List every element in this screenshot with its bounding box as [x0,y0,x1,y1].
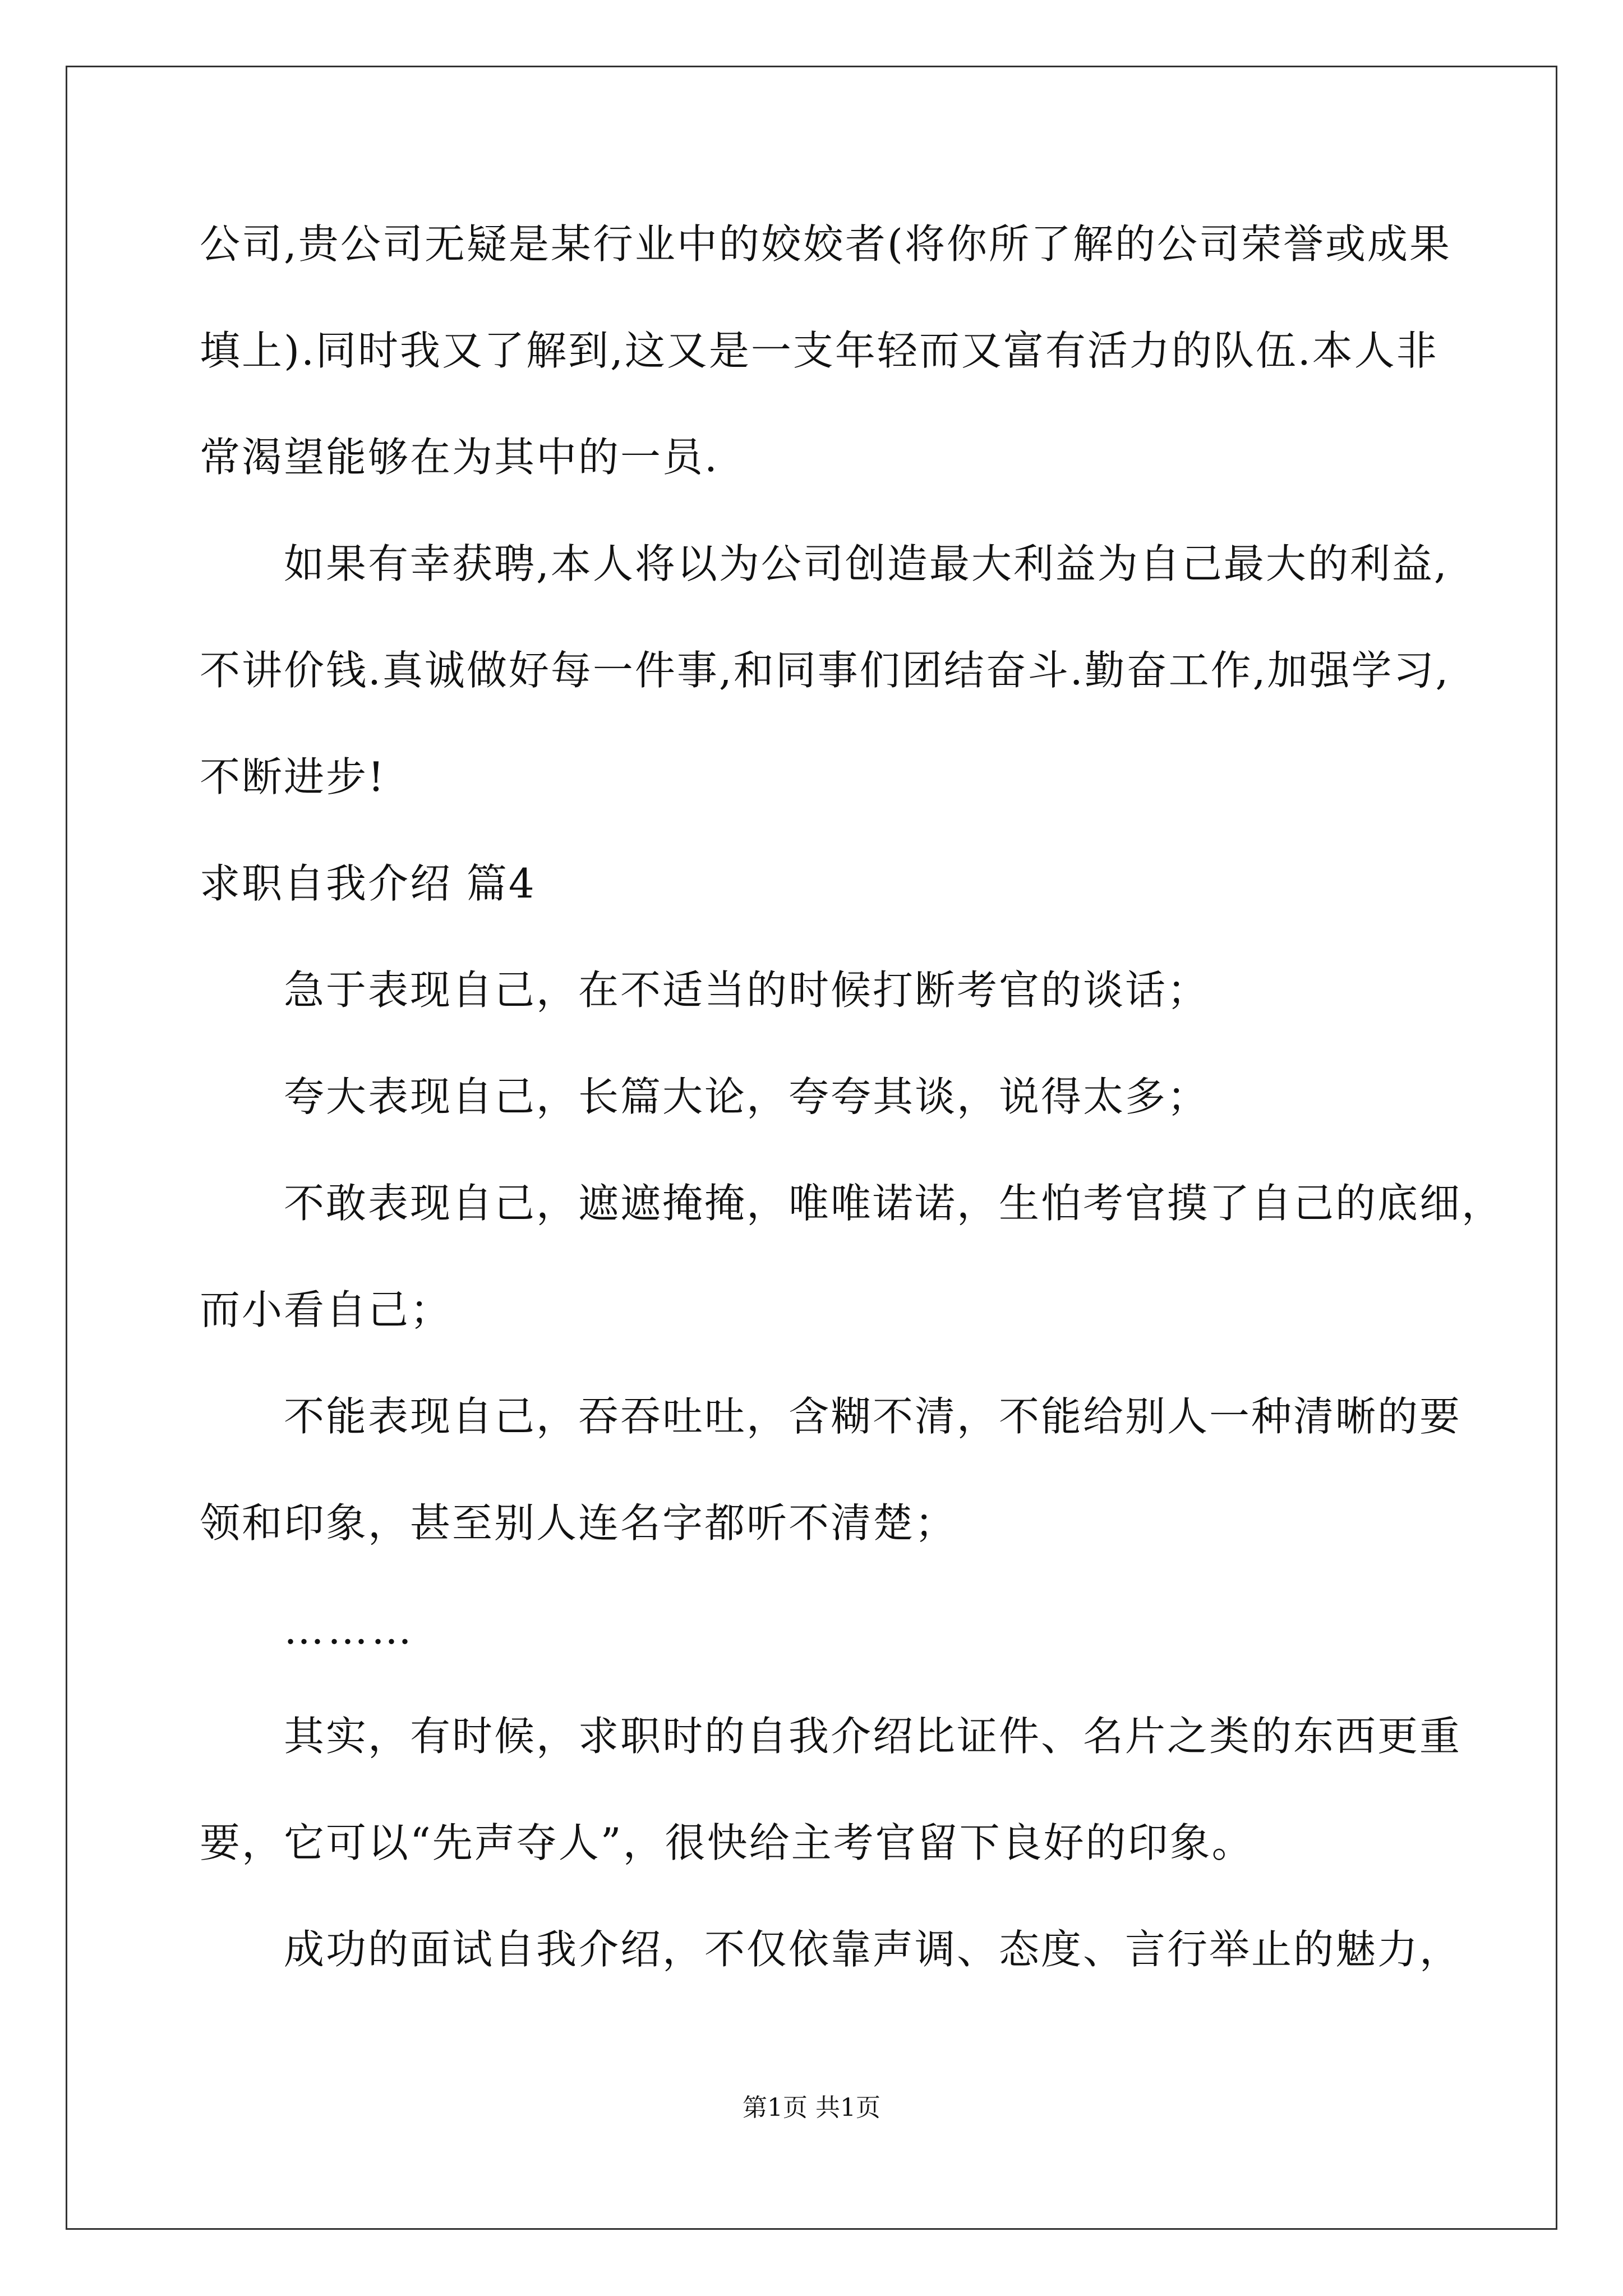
paragraph-line: 填上).同时我又了解到,这又是一支年轻而又富有活力的队伍.本人非 [200,327,1438,374]
paragraph-line: 不讲价钱.真诚做好每一件事,和同事们团结奋斗.勤奋工作,加强学习, [200,647,1450,694]
paragraph-line: 要，它可以“先声夺人”，很快给主考官留下良好的印象。 [200,1819,1254,1866]
document-body [200,216,1504,2028]
paragraph-line: 夸大表现自己，长篇大论，夸夸其谈，说得太多； [284,1073,1210,1120]
paragraph-line: 不敢表现自己，遮遮掩掩，唯唯诺诺，生怕考官摸了自己的底细， [284,1180,1504,1227]
paragraph-line: 急于表现自己，在不适当的时候打断考官的谈话； [284,967,1210,1014]
page-footer: 第1页 共1页 [743,2093,880,2122]
paragraph-line: 其实，有时候，求职时的自我介绍比证件、名片之类的东西更重 [284,1713,1462,1760]
paragraph-line: 如果有幸获聘,本人将以为公司创造最大利益为自己最大的利益, [284,540,1449,587]
section-heading: 求职自我介绍 篇4 [200,860,536,907]
paragraph-line: 不断进步! [200,753,386,800]
ellipsis-line: ……… [284,1606,415,1653]
paragraph-line: 常渴望能够在为其中的一员. [200,434,719,481]
paragraph-line: 成功的面试自我介绍，不仅依靠声调、态度、言行举止的魅力， [284,1926,1462,1973]
paragraph-line: 而小看自己； [200,1286,453,1333]
paragraph-line: 公司,贵公司无疑是某行业中的姣姣者(将你所了解的公司荣誉或成果 [200,220,1451,268]
paragraph-line: 领和印象，甚至别人连名字都听不清楚； [200,1499,957,1547]
paragraph-line: 不能表现自己，吞吞吐吐，含糊不清，不能给别人一种清晰的要 [284,1393,1462,1440]
